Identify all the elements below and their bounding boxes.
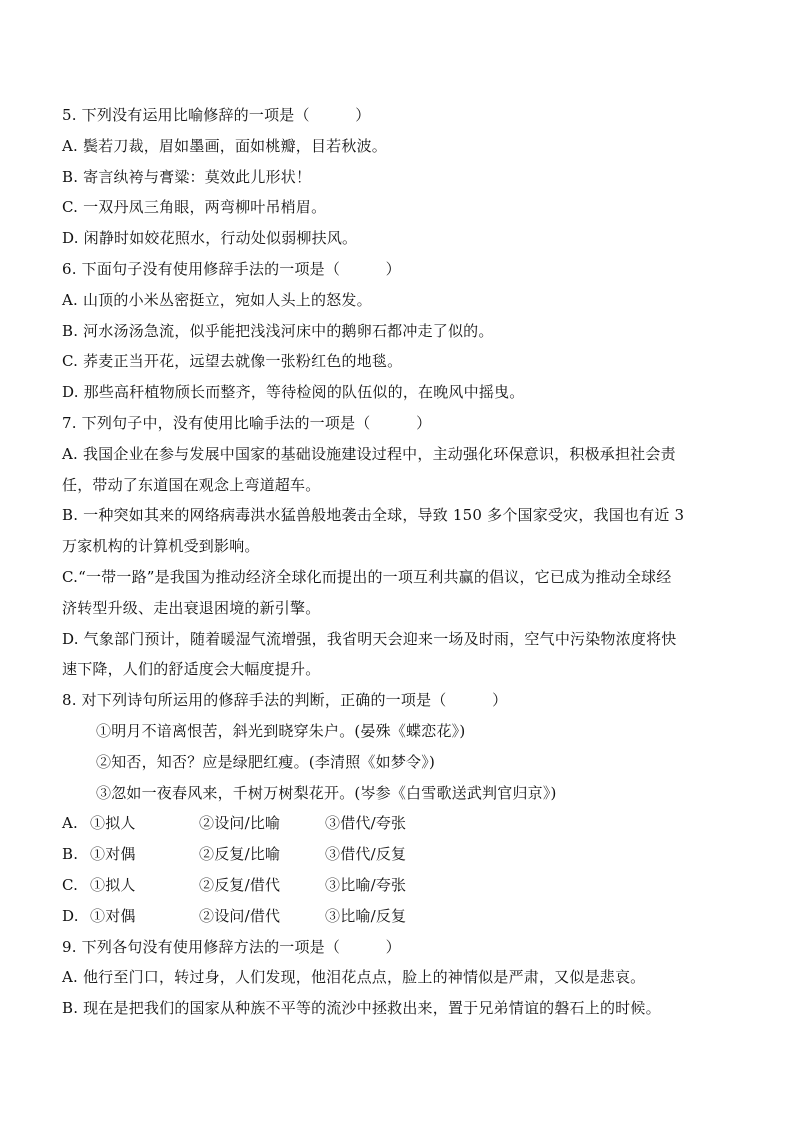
question-6-option-d: D. 那些高秆植物颀长而整齐，等待检阅的队伍似的，在晚风中摇曳。 [62, 383, 525, 402]
question-8-option-c [62, 870, 742, 901]
option-label: D. [62, 906, 79, 925]
question-7-stem: 7. 下列句子中，没有使用比喻手法的一项是（ ） [62, 413, 432, 432]
question-7-option-a-line1: A. 我国企业在参与发展中国家的基础设施建设过程中，主动强化环保意识，积极承担社会责 [62, 444, 676, 463]
option-part-1: ①拟人 [90, 875, 136, 894]
question-9-stem: 9. 下列各句没有使用修辞方法的一项是（ ） [62, 937, 401, 956]
option-part-2: ②设问/借代 [199, 906, 281, 925]
option-label: A. [62, 814, 79, 833]
option-label: B. [62, 845, 79, 864]
option-part-3: ③借代/反复 [325, 845, 407, 864]
question-5-option-d: D. 闲静时如姣花照水，行动处似弱柳扶风。 [62, 229, 358, 248]
question-7-option-c-line2: 济转型升级、走出衰退困境的新引擎。 [62, 598, 321, 617]
option-part-3: ③比喻/夸张 [325, 875, 407, 894]
question-8-option-d [62, 901, 742, 932]
option-part-2: ②反复/借代 [199, 875, 281, 894]
question-5-stem: 5. 下列没有运用比喻修辞的一项是（ ） [62, 106, 371, 124]
option-part-3: ③比喻/反复 [325, 906, 407, 925]
option-part-2: ②反复/比喻 [199, 845, 281, 864]
option-label: C. [62, 875, 79, 894]
question-9-option-a: A. 他行至门口，转过身，人们发现，他泪花点点，脸上的神情似是严肃，又似是悲哀。 [62, 968, 646, 987]
question-6-option-a: A. 山顶的小米丛密挺立，宛如人头上的怒发。 [62, 290, 372, 309]
question-8-option-a [62, 808, 742, 839]
question-9-option-b: B. 现在是把我们的国家从种族不平等的流沙中拯救出来，置于兄弟情谊的磐石上的时候。 [62, 999, 661, 1018]
option-part-1: ①对偶 [90, 845, 136, 864]
exam-page [62, 100, 742, 1024]
question-8-stem: 8. 对下列诗句所运用的修辞手法的判断，正确的一项是（ ） [62, 691, 508, 710]
question-7-option-a-line2: 任，带动了东道国在观念上弯道超车。 [62, 475, 321, 494]
question-8-poem-3: ③忽如一夜春风来，千树万树梨花开。(岑参《白雪歌送武判官归京》) [96, 783, 557, 802]
question-7-option-d-line2: 速下降，人们的舒适度会大幅度提升。 [62, 660, 321, 679]
question-7-option-d-line1: D. 气象部门预计，随着暖湿气流增强，我省明天会迎来一场及时雨，空气中污染物浓度将快 [62, 629, 677, 648]
question-8-poem-2: ②知否，知否？应是绿肥红瘦。(李清照《如梦令》) [96, 752, 436, 771]
question-8-poem-1: ①明月不谙离恨苦，斜光到晓穿朱户。(晏殊《蝶恋花》) [96, 721, 466, 740]
option-part-1: ①拟人 [90, 814, 136, 833]
question-6-option-b: B. 河水汤汤急流，似乎能把浅浅河床中的鹅卵石都冲走了似的。 [62, 321, 494, 340]
question-5-option-b: B. 寄言纨袴与膏粱：莫效此儿形状！ [62, 167, 312, 186]
option-part-3: ③借代/夸张 [325, 814, 407, 833]
option-part-2: ②设问/比喻 [199, 814, 281, 833]
question-7-option-b-line2: 万家机构的计算机受到影响。 [62, 537, 260, 556]
question-7-option-b-line1: B. 一种突如其来的网络病毒洪水猛兽般地袭击全球，导致 150 多个国家受灾，我国也有近 3 [62, 506, 685, 525]
question-5-option-a: A. 鬓若刀裁，眉如墨画，面如桃瓣，目若秋波。 [62, 136, 387, 155]
question-6-stem: 6. 下面句子没有使用修辞手法的一项是（ ） [62, 259, 401, 278]
question-7-option-c-line1: C.“一带一路”是我国为推动经济全球化而提出的一项互利共赢的倡议，它已成为推动全球经 [62, 567, 672, 586]
option-part-1: ①对偶 [90, 906, 136, 925]
question-6-option-c: C. 荞麦正当开花，远望去就像一张粉红色的地毯。 [62, 352, 403, 371]
question-8-option-b [62, 839, 742, 870]
question-5-option-c: C. 一双丹凤三角眼，两弯柳叶吊梢眉。 [62, 198, 327, 217]
